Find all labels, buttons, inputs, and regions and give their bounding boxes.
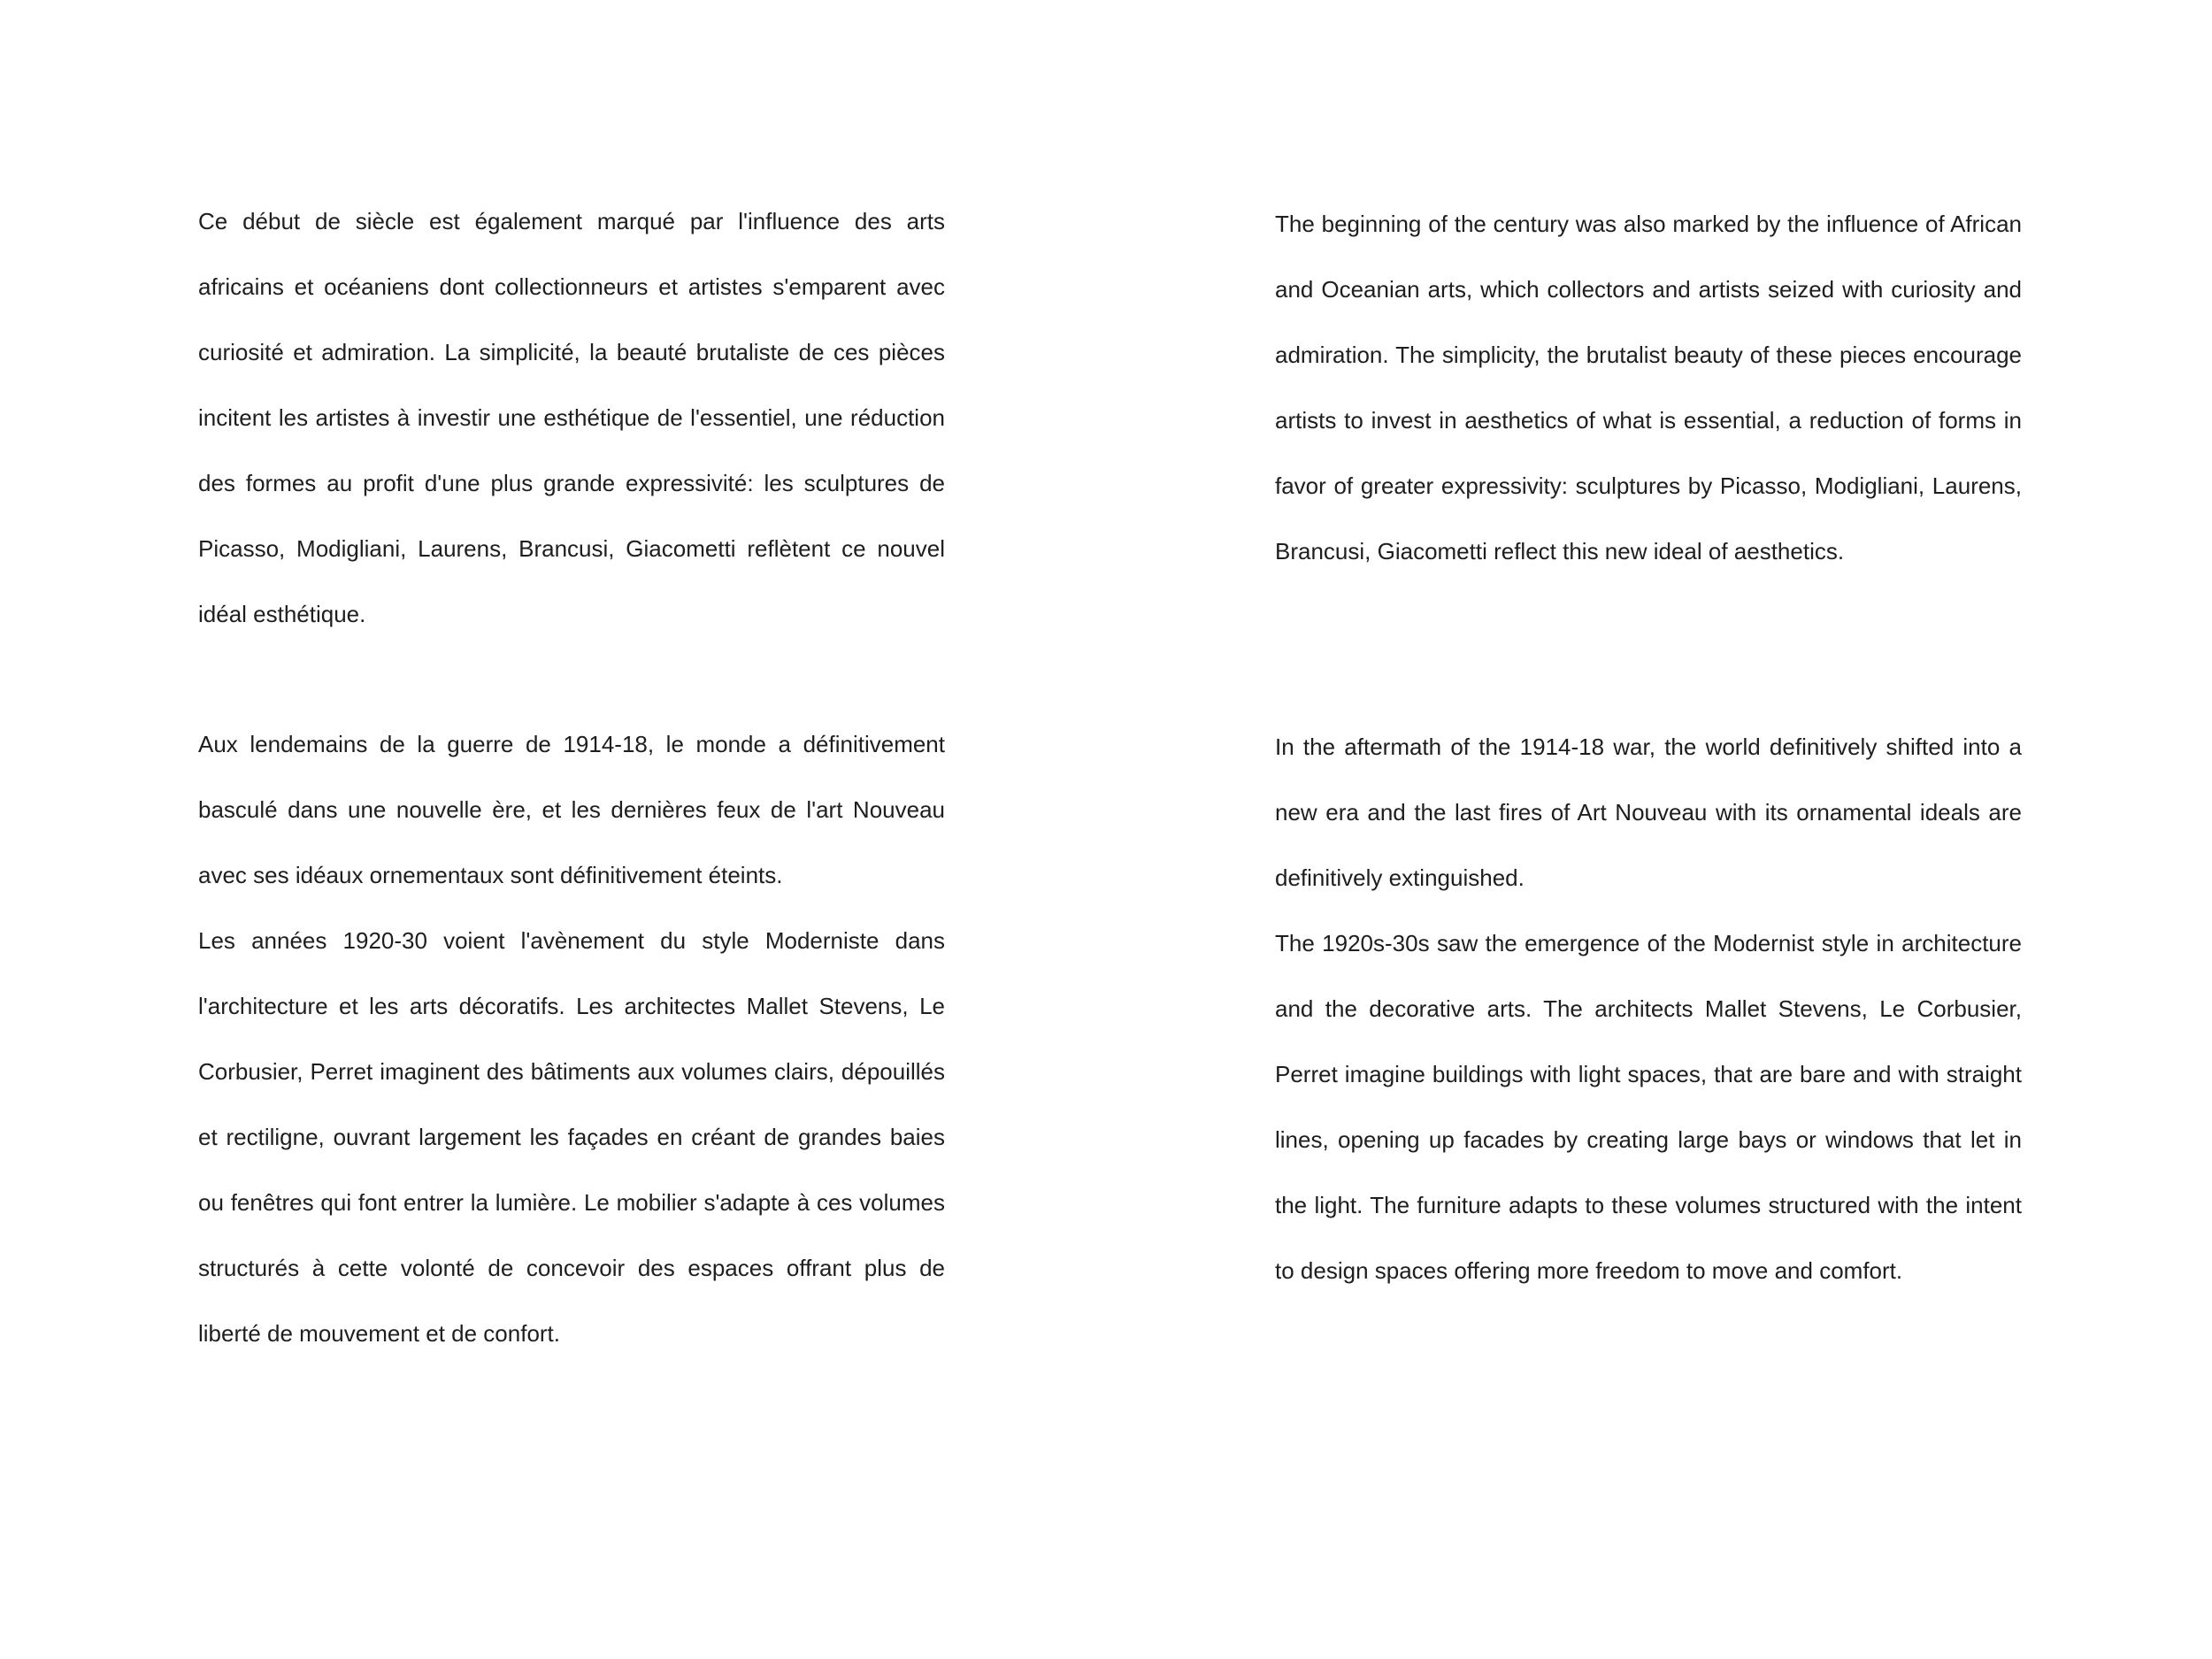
english-section-2	[1275, 714, 2022, 1303]
english-paragraph-3: The 1920s-30s saw the emergence of the Modernist style in architecture and the decorative arts. The architects Mallet Stevens, Le Corbusier, Perret imagine buildings with light spaces, that are bare and with straight lines, opening up facades by creating large bays or windows that let in the light. The furniture adapts to these volumes structured with the intent to design spaces offering more freedom to move and comfort.	[1275, 930, 2022, 1284]
english-paragraph-1: The beginning of the century was also marked by the influence of African and Oceanian arts, which collectors and artists seized with curiosity and admiration. The simplicity, the brutalist beauty of these pieces encourage artists to invest in aesthetics of what is essential, a reduction of forms in favor of greater expressivity: sculptures by Picasso, Modigliani, Laurens, Brancusi, Giacometti reflect this new ideal of aesthetics.	[1275, 211, 2022, 565]
french-paragraph-2: Aux lendemains de la guerre de 1914-18, le monde a définitivement basculé dans une nouvelle ère, et les dernières feux de l'art Nouveau avec ses idéaux ornementaux sont définitivement éteints.	[198, 731, 945, 888]
french-section-1	[198, 188, 945, 647]
french-paragraph-3: Les années 1920-30 voient l'avènement du style Moderniste dans l'architecture et les arts décoratifs. Les architectes Mallet Stevens, Le Corbusier, Perret imaginent des bâtiments aux volumes clairs, dépouillés et rectiligne, ouvrant largement les façades en créant de grandes baies ou fenêtres qui font entrer la lumière. Le mobilier s'adapte à ces volumes structurés à cette volonté de concevoir des espaces offrant plus de liberté de mouvement et de confort.	[198, 927, 945, 1347]
english-section-1	[1275, 191, 2022, 584]
english-paragraph-2: In the aftermath of the 1914-18 war, the world definitively shifted into a new era and the last fires of Art Nouveau with its ornamental ideals are definitively extinguished.	[1275, 733, 2022, 891]
french-paragraph-1: Ce début de siècle est également marqué par l'influence des arts africains et océaniens dont collectionneurs et artistes s'emparent avec curiosité et admiration. La simplicité, la beauté brutaliste de ces pièces incitent les artistes à investir une esthétique de l'essentiel, une réduction des formes au profit d'une plus grande expressivité: les sculptures de Picasso, Modigliani, Laurens, Brancusi, Giacometti reflètent ce nouvel idéal esthétique.	[198, 208, 945, 627]
french-section-2	[198, 711, 945, 1366]
